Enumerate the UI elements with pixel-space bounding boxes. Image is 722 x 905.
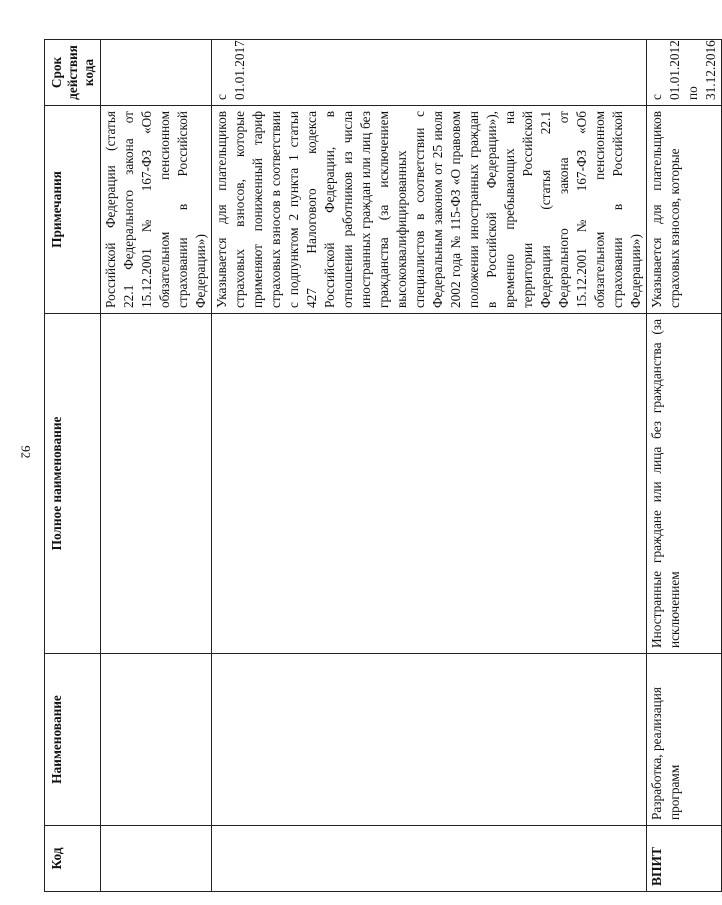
codes-table [44, 39, 722, 892]
cell-name [212, 654, 647, 826]
cell-notes: Российской Федерации (статья 22.1 Федерального закона от 15.12.2001 № 167-ФЗ «Об обязательном пенсионном страховании в Российской Федерации») [101, 106, 212, 314]
rotated-page-content [44, 40, 718, 892]
cell-name [101, 654, 212, 826]
cell-code: ВПИТ [647, 826, 722, 892]
table-row [101, 40, 212, 892]
cell-validity: с 01.01.2017 [212, 40, 647, 106]
cell-notes: Указывается для плательщиков страховых взносов, которые применяют пониженный тариф страховых взносов в соответствии с подпунктом 2 пункта 1 статьи 427 Налогового кодекса Российской Федерации, в отношении работников из числа иностранных граждан или лиц без гражданства (за исключением высококвалифицированных специалистов в соответствии с Федеральным законом от 25 июля 2002 года № 115-ФЗ «О правовом положении иностранных граждан в Российской Федерации»), временно пребывающих на территории Российской Федерации (статья 22.1 Федерального закона от 15.12.2001 № 167-ФЗ «Об обязательном пенсионном страховании в Российской Федерации») [212, 106, 647, 314]
cell-code [212, 826, 647, 892]
table-header-row [45, 40, 101, 892]
cell-full-name [101, 314, 212, 654]
table-row [212, 40, 647, 892]
header-code: Код [45, 826, 101, 892]
cell-notes: Указывается для плательщиков страховых взносов, которые [647, 106, 722, 314]
cell-name: Разработка, реализация программ [647, 654, 722, 826]
cell-validity [101, 40, 212, 106]
header-notes: Примечания [45, 106, 101, 314]
header-full-name: Полное наименование [45, 314, 101, 654]
header-validity: Срок действия кода [45, 40, 101, 106]
cell-validity: с 01.01.2012 по 31.12.2016 [647, 40, 722, 106]
cell-full-name [212, 314, 647, 654]
table-row [647, 40, 722, 892]
header-name: Наименование [45, 654, 101, 826]
cell-code [101, 826, 212, 892]
cell-full-name: Иностранные граждане или лица без гражданства (за исключением [647, 314, 722, 654]
page-number: 92 [18, 445, 34, 459]
